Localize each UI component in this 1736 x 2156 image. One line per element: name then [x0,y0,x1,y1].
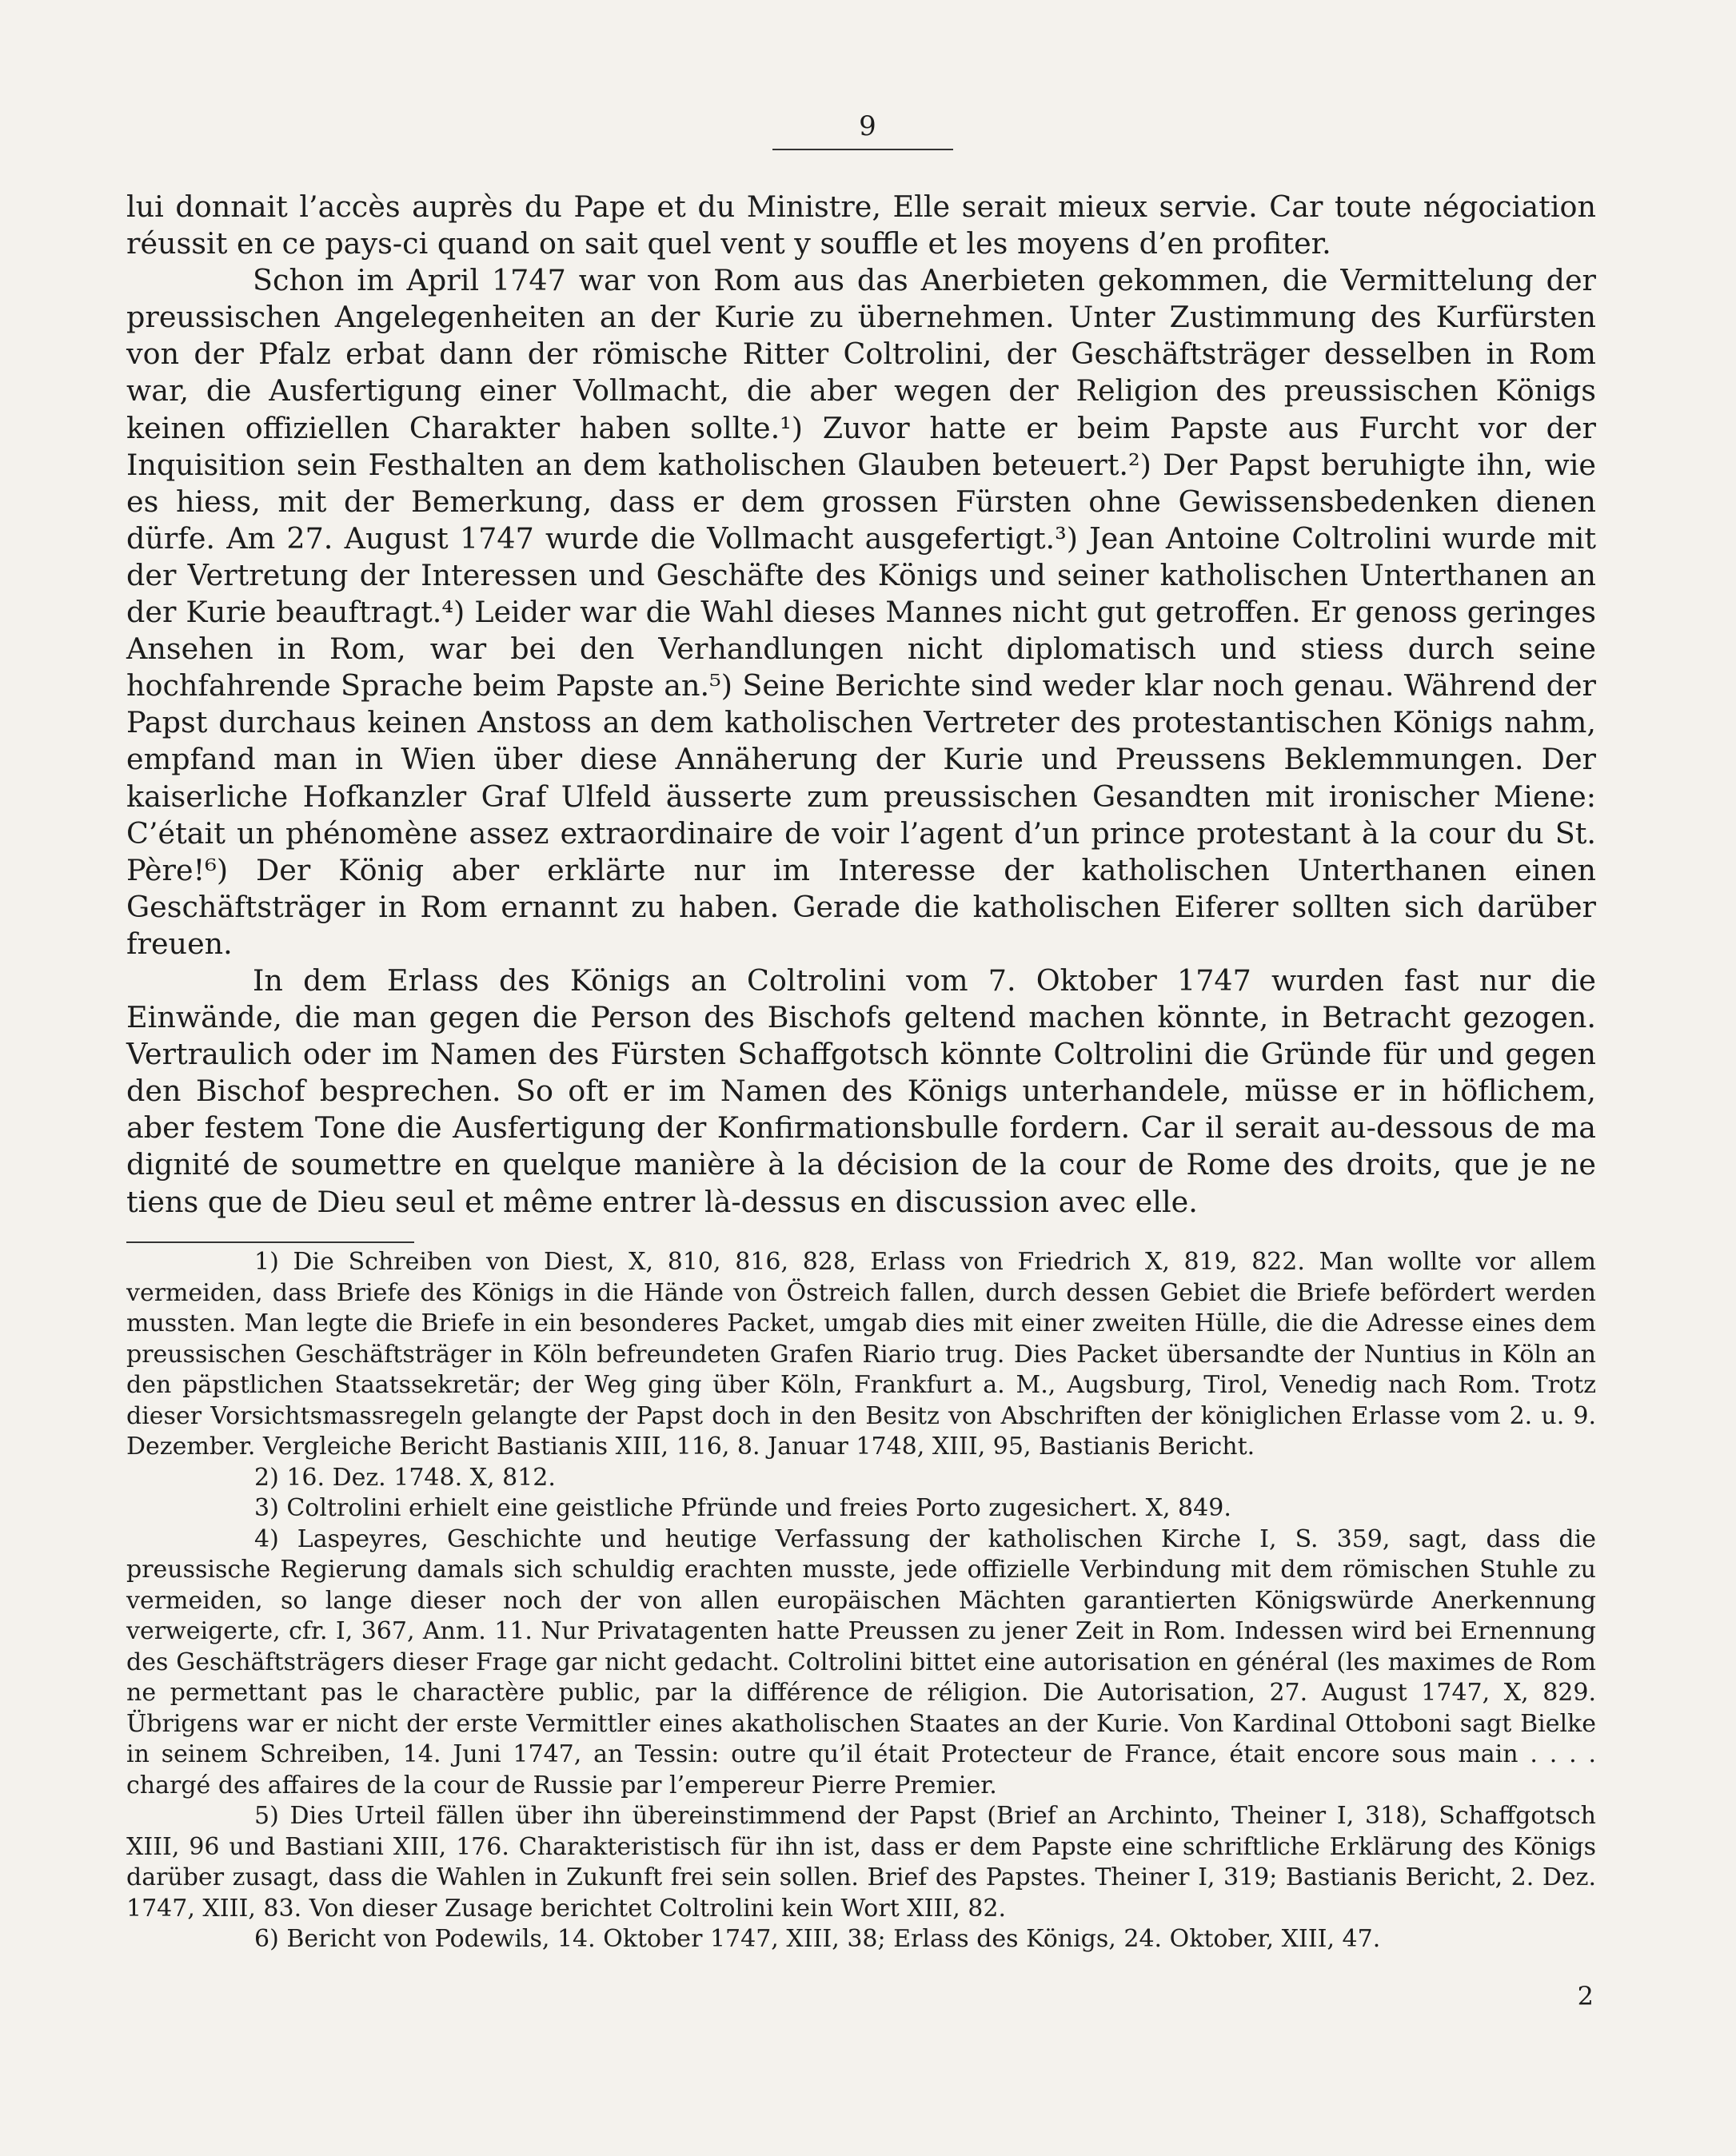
footnote: 5) Dies Urteil fällen über ihn übereinstimmend der Papst (Brief an Archinto, Theiner I, 318), Schaffgotsch XIII, 96 und Bastiani XIII, 176. Charakteristisch für ihn ist, dass er dem Papste eine schriftliche Erklärung des Königs darüber zusagt, dass die Wahlen in Zukunft frei sein sollen. Brief des Papstes. Theiner I, 319; Bastianis Bericht, 2. Dez. 1747, XIII, 83. Von dieser Zusage berichtet Coltrolini kein Wort XIII, 82. [126,1802,1596,1923]
footnote: 6) Bericht von Podewils, 14. Oktober 1747, XIII, 38; Erlass des Königs, 24. Oktober, XIII, 47. [254,1925,1381,1953]
footnotes [126,1247,1596,1955]
sheet-signature: 2 [1577,1981,1594,2011]
footnote: 3) Coltrolini erhielt eine geistliche Pfründe und freies Porto zugesichert. X, 849. [254,1494,1231,1522]
paragraph: lui donnait l’accès auprès du Pape et du Ministre, Elle serait mieux servie. Car toute négociation réussit en ce pays-ci quand on sait quel vent y souffle et les moyens d’en profiter. [126,189,1596,261]
page-number: 9 [859,110,877,142]
paragraph: In dem Erlass des Königs an Coltrolini vom 7. Oktober 1747 wurden fast nur die Einwände, die man gegen die Person des Bischofs geltend machen könnte, in Betracht gezogen. Vertraulich oder im Namen des Fürsten Schaffgotsch könnte Coltrolini die Gründe für und gegen den Bischof besprechen. So oft er im Namen des Königs unterhandele, müsse er in höflichem, aber festem Tone die Ausfertigung der Konfirmationsbulle fordern. Car il serait au-dessous de ma dignité de soumettre en quelque manière à la décision de la cour de Rome des droits, que je ne tiens que de Dieu seul et même entrer là-dessus en discussion avec elle. [126,962,1596,1219]
footnote: 2) 16. Dez. 1748. X, 812. [254,1463,556,1492]
footnote: 4) Laspeyres, Geschichte und heutige Verfassung der katholischen Kirche I, S. 359, sagt, dass die preussische Regierung damals sich schuldig erachten musste, jede offizielle Verbindung mit dem römischen Stuhle zu vermeiden, so lange dieser noch der von allen europäischen Mächten garantierten Königswürde Anerkennung verweigerte, cfr. I, 367, Anm. 11. Nur Privatagenten hatte Preussen zu jener Zeit in Rom. Indessen wird bei Ernennung des Geschäftsträgers dieser Frage gar nicht gedacht. Coltrolini bittet eine autorisation en général (les maximes de Rom ne permettant pas le charactère public, par la différence de réligion. Die Autorisation, 27. August 1747, X, 829. Übrigens war er nicht der erste Vermittler eines akatholischen Staates an der Kurie. Von Kardinal Ottoboni sagt Bielke in seinem Schreiben, 14. Juni 1747, an Tessin: outre qu’il était Protecteur de France, était encore sous main . . . . chargé des affaires de la cour de Russie par l’empereur Pierre Premier. [126,1524,1596,1799]
main-text [126,189,1596,1221]
footnote: 1) Die Schreiben von Diest, X, 810, 816, 828, Erlass von Friedrich X, 819, 822. Man wollte vor allem vermeiden, dass Briefe des Königs in die Hände von Östreich fallen, durch dessen Gebiet die Briefe befördert werden mussten. Man legte die Briefe in ein besonderes Packet, umgab dies mit einer zweiten Hülle, die die Adresse eines dem preussischen Geschäftsträger in Köln befreundeten Grafen Riario trug. Dies Packet übersandte der Nuntius in Köln an den päpstlichen Staatssekretär; der Weg ging über Köln, Frankfurt a. M., Augsburg, Tirol, Venedig nach Rom. Trotz dieser Vorsichtsmassregeln gelangte der Papst doch in den Besitz von Abschriften der königlichen Erlasse vom 2. u. 9. Dezember. Vergleiche Bericht Bastianis XIII, 116, 8. Januar 1748, XIII, 95, Bastianis Bericht. [126,1248,1596,1461]
header-rule [772,149,953,150]
paragraph: Schon im April 1747 war von Rom aus das Anerbieten gekommen, die Vermittelung der preussischen Angelegenheiten an der Kurie zu übernehmen. Unter Zustimmung des Kurfürsten von der Pfalz erbat dann der römische Ritter Coltrolini, der Geschäftsträger desselben in Rom war, die Ausfertigung einer Vollmacht, die aber wegen der Religion des preussischen Königs keinen offiziellen Charakter haben sollte.¹) Zuvor hatte er beim Papste aus Furcht vor der Inquisition sein Festhalten an dem katholischen Glauben beteuert.²) Der Papst beruhigte ihn, wie es hiess, mit der Bemerkung, dass er dem grossen Fürsten ohne Gewissensbedenken dienen dürfe. Am 27. August 1747 wurde die Vollmacht ausgefertigt.³) Jean Antoine Coltrolini wurde mit der Vertretung der Interessen und Geschäfte des Königs und seiner katholischen Unterthanen an der Kurie beauftragt.⁴) Leider war die Wahl dieses Mannes nicht gut getroffen. Er genoss geringes Ansehen in Rom, war bei den Verhandlungen nicht diplomatisch und stiess durch seine hochfahrende Sprache beim Papste an.⁵) Seine Berichte sind weder klar noch genau. Während der Papst durchaus keinen Anstoss an dem katholischen Vertreter des protestantischen Königs nahm, empfand man in Wien über diese Annäherung der Kurie und Preussens Beklemmungen. Der kaiserliche Hofkanzler Graf Ulfeld äusserte zum preussischen Gesandten mit ironischer Miene: C’était un phénomène assez extraordinaire de voir l’agent d’un prince protestant à la cour du St. Père!⁶) Der König aber erklärte nur im Interesse der katholischen Unterthanen einen Geschäftsträger in Rom ernannt zu haben. Gerade die katholischen Eiferer sollten sich darüber freuen. [126,263,1596,961]
footnote-rule [126,1241,414,1243]
